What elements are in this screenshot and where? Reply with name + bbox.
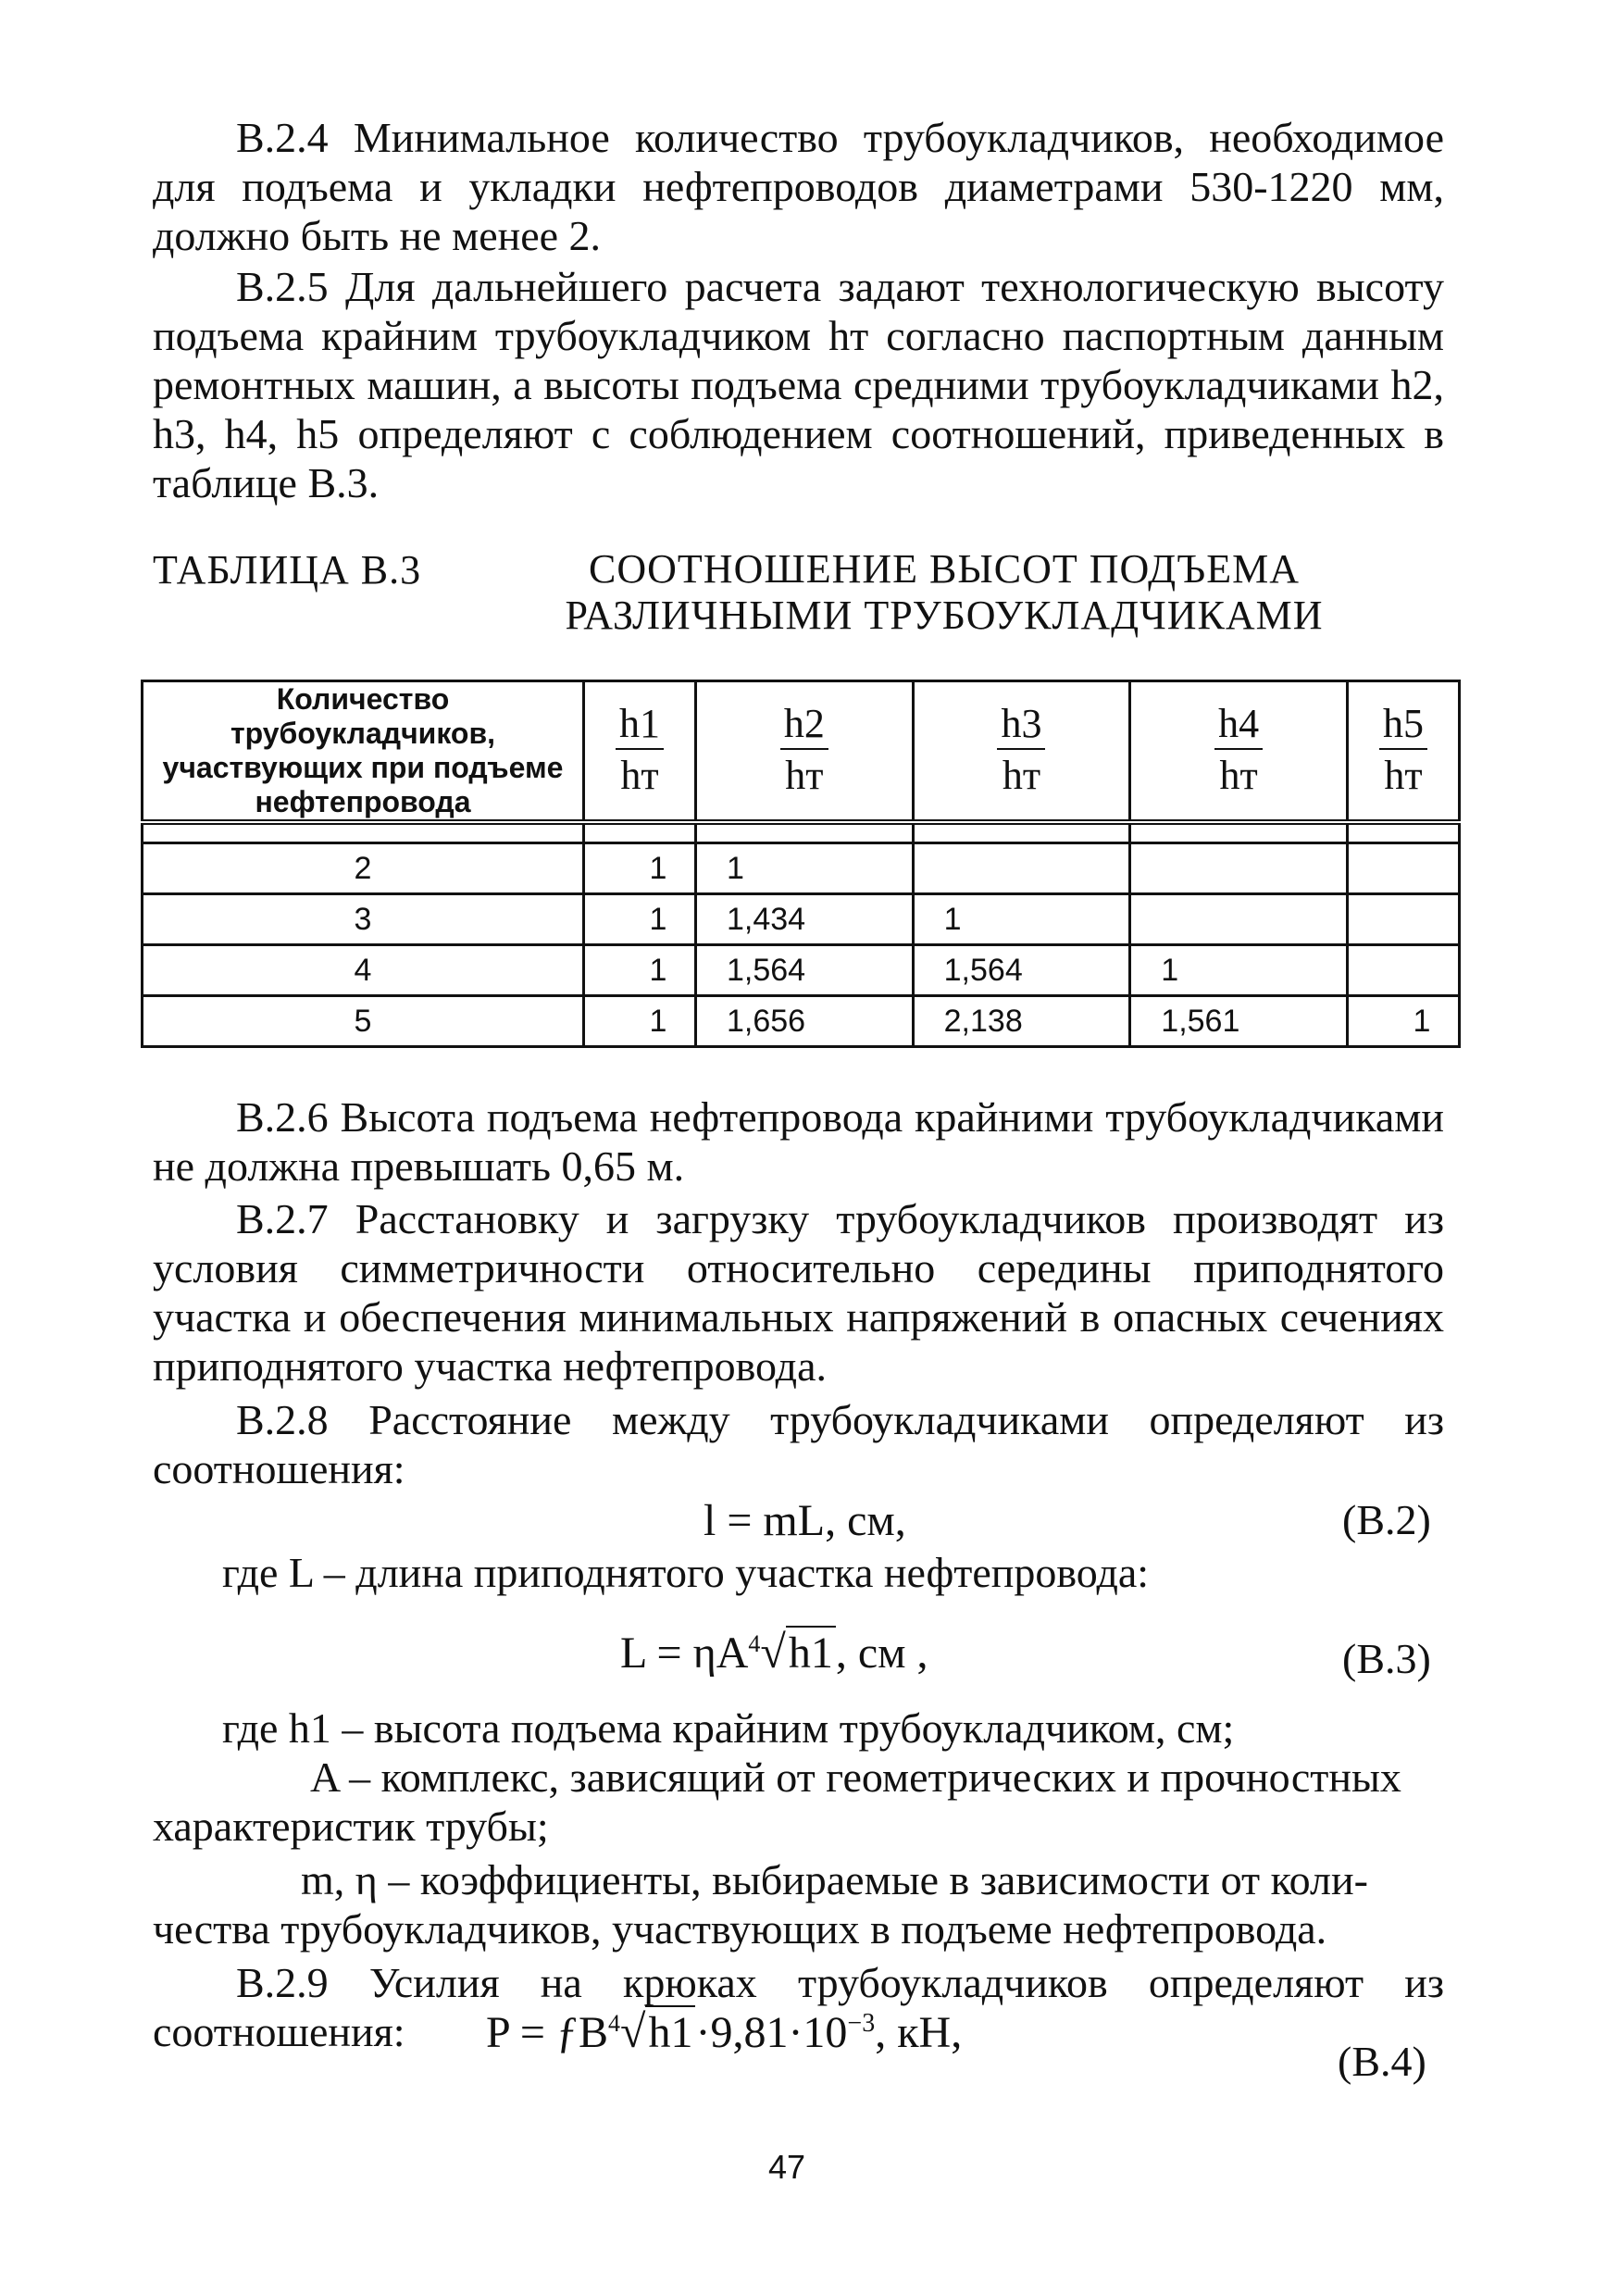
paragraph-b27: В.2.7 Расстановку и загрузку трубоукладчиков производят из условия симметричности относительно середины приподнятого участка и обеспечения минимальных напряжений в опасных сечениях приподнятого участка нефтепровода. <box>153 1195 1444 1390</box>
cell: 1 <box>1347 996 1459 1047</box>
where-L-definition: где L – длина приподнятого участка нефтепровода: <box>222 1549 1150 1596</box>
where-A-definition-cont: характеристик трубы; <box>153 1803 549 1850</box>
table-header-row <box>143 681 1460 823</box>
ratio-den: hт <box>1002 752 1041 798</box>
header-ratio-h4 <box>1130 681 1348 823</box>
root-index: 4 <box>608 2010 620 2037</box>
formula-b4-rhs: ·9,81·10 <box>695 2008 848 2057</box>
cell: 1,564 <box>913 945 1130 996</box>
cell: 1 <box>695 843 913 894</box>
table-row <box>143 996 1460 1047</box>
table-title <box>500 546 1389 639</box>
ratio-num: h1 <box>616 704 664 750</box>
table-title-line1: СООТНОШЕНИЕ ВЫСОТ ПОДЪЕМА <box>589 546 1300 592</box>
cell: 1,561 <box>1130 996 1348 1047</box>
cell: 1 <box>584 843 696 894</box>
cell <box>1347 945 1459 996</box>
cell <box>913 843 1130 894</box>
cell: 1,656 <box>695 996 913 1047</box>
ratio-num: h2 <box>780 704 828 750</box>
table-title-line2: РАЗЛИЧНЫМИ ТРУБОУКЛАДЧИКАМИ <box>565 593 1324 638</box>
table-spacer-row <box>143 822 1460 843</box>
formula-b2: l = mL, см, <box>704 1496 906 1545</box>
row-count: 5 <box>143 996 584 1047</box>
height-ratio-table <box>141 680 1461 1048</box>
formula-b4-exponent: −3 <box>847 2009 876 2038</box>
paragraph-b29: В.2.9 Усилия на крюках трубоукладчиков определяют из соотношения: <box>153 1959 1444 2055</box>
formula-b3-rhs: , см , <box>835 1628 928 1678</box>
where-m-definition-cont: чества трубоукладчиков, участвующих в подъеме нефтепровода. <box>153 1905 1327 1953</box>
cell: 1 <box>913 894 1130 945</box>
where-m-definition: m, η – коэффициенты, выбираемые в зависимости от коли- <box>301 1856 1368 1903</box>
paragraph-b24: В.2.4 Минимальное количество трубоукладчиков, необходимое для подъема и укладки нефтепроводов диаметрами 530-1220 мм, должно быть не менее 2. <box>153 114 1444 259</box>
row-count: 4 <box>143 945 584 996</box>
paragraph-b26: В.2.6 Высота подъема нефтепровода крайними трубоукладчиками не должна превышать 0,65 м. <box>153 1093 1444 1190</box>
formula-b4-unit: , кН, <box>875 2008 963 2057</box>
paragraph-b25: В.2.5 Для дальнейшего расчета задают технологическую высоту подъема крайним трубоукладчиком hт согласно паспортным данным ремонтных машин, а высоты подъема средними трубоукладчиками h2, h3, h4, h5 определяют с соблюдением соотношений, приведенных в таблице В.3. <box>153 263 1444 506</box>
ratio-den: hт <box>785 752 824 798</box>
cell: 1 <box>584 996 696 1047</box>
ratio-num: h4 <box>1214 704 1263 750</box>
table-row <box>143 894 1460 945</box>
where-h1-definition: где h1 – высота подъема крайним трубоукладчиком, см; <box>222 1704 1235 1752</box>
header-ratio-h1 <box>584 681 696 823</box>
root-radicand: h1 <box>786 1626 836 1678</box>
ratio-num: h3 <box>997 704 1045 750</box>
ratio-den: hт <box>1219 752 1258 798</box>
header-ratio-h5 <box>1347 681 1459 823</box>
table-row <box>143 945 1460 996</box>
ratio-den: hт <box>620 752 659 798</box>
cell: 2,138 <box>913 996 1130 1047</box>
header-ratio-h3 <box>913 681 1130 823</box>
formula-b3: $L = \eta A^4√h1$, см , <box>620 1626 928 1678</box>
cell: 1 <box>584 894 696 945</box>
formula-b4-lhs: P = ƒB <box>486 2008 608 2057</box>
cell <box>1130 894 1348 945</box>
formula-b4: $P = ƒB^4√h1\cdot 9,81\cdot 10^{-3}$, кН, <box>486 2005 963 2057</box>
ratio-num: h5 <box>1379 704 1427 750</box>
formula-b3-lhs: L = ηA <box>620 1628 749 1678</box>
cell <box>1347 894 1459 945</box>
cell: 1,434 <box>695 894 913 945</box>
row-count: 2 <box>143 843 584 894</box>
equation-number-b4: (В.4) <box>1338 2038 1426 2085</box>
root-index: 4 <box>748 1630 761 1657</box>
cell: 1 <box>1130 945 1348 996</box>
table-label: ТАБЛИЦА В.3 <box>153 547 422 593</box>
cell <box>1130 843 1348 894</box>
cell: 1 <box>584 945 696 996</box>
cell: 1,564 <box>695 945 913 996</box>
where-A-definition: A – комплекс, зависящий от геометрических и прочностных <box>310 1753 1401 1801</box>
root-radicand: h1 <box>645 2005 695 2058</box>
equation-number-b2: (В.2) <box>1342 1496 1431 1543</box>
page-number: 47 <box>768 2148 806 2186</box>
equation-number-b3: (В.3) <box>1342 1635 1431 1682</box>
header-qty: Количество трубоукладчиков, участвующих при подъеме нефтепровода <box>143 681 584 823</box>
cell <box>1347 843 1459 894</box>
row-count: 3 <box>143 894 584 945</box>
table-row <box>143 843 1460 894</box>
ratio-den: hт <box>1384 752 1423 798</box>
header-ratio-h2 <box>695 681 913 823</box>
paragraph-b28: В.2.8 Расстояние между трубоукладчиками определяют из соотношения: <box>153 1396 1444 1492</box>
